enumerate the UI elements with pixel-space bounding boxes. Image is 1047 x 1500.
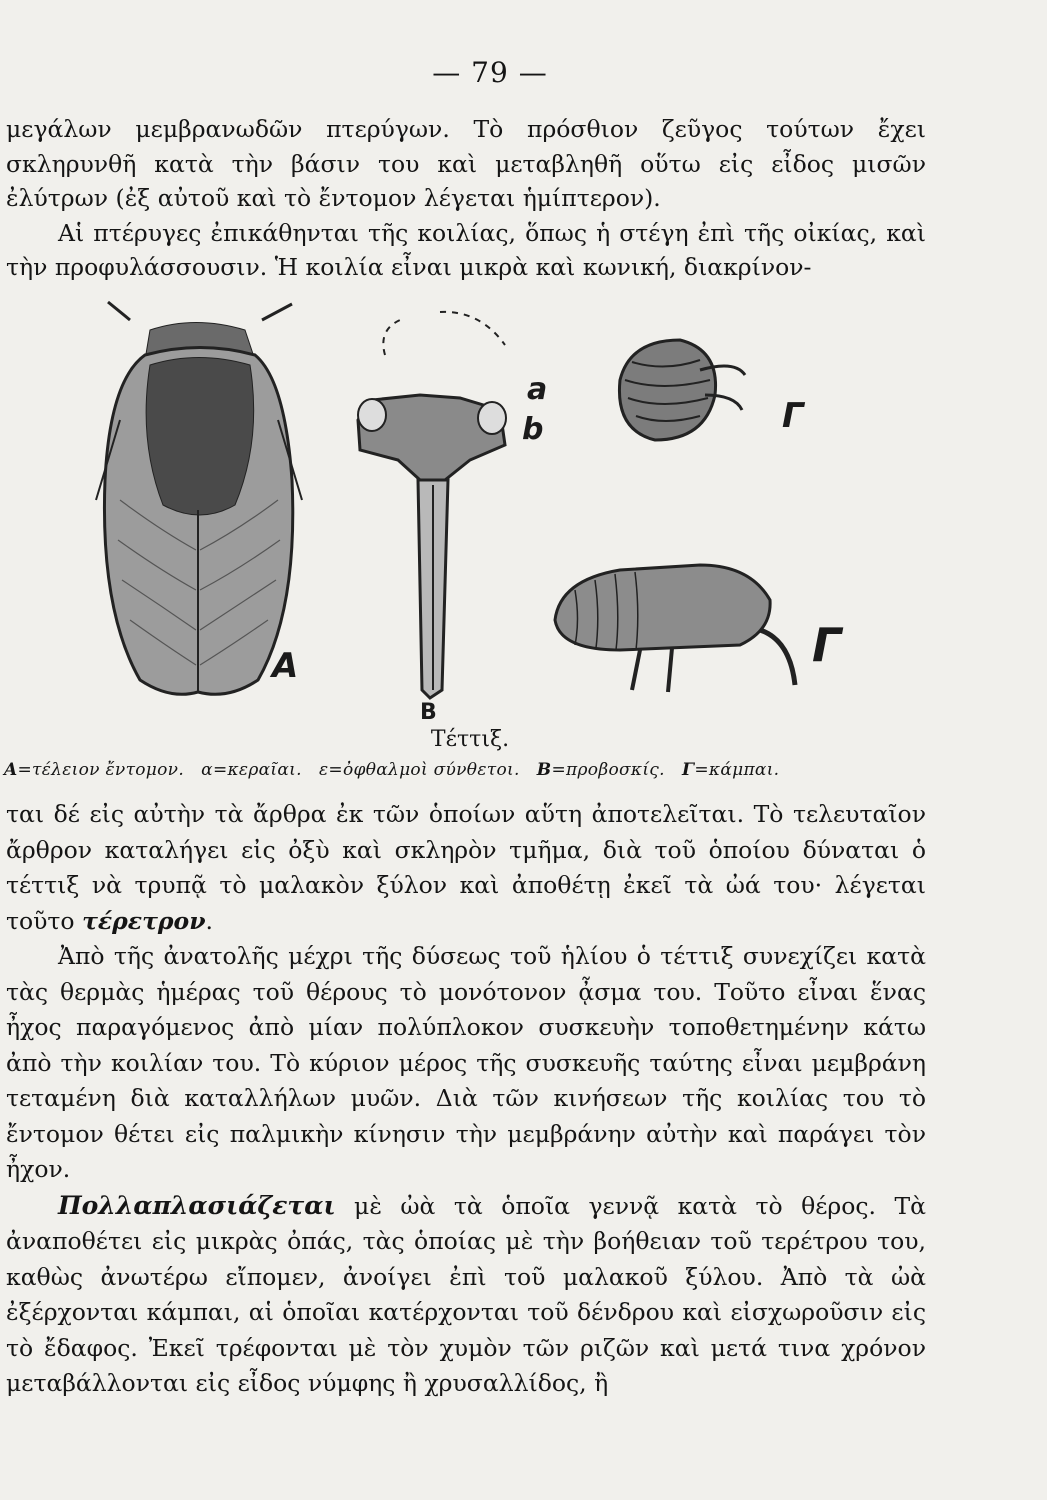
- figure-label-A: A: [272, 646, 299, 686]
- caption-text-G: =κάμπαι.: [694, 760, 780, 780]
- caption-text-A: =τέλειον ἔντομον.: [17, 760, 185, 780]
- term-teretron: τέρετρον: [82, 906, 206, 935]
- term-reproduction: Πολλαπλασιάζεται: [58, 1190, 336, 1220]
- reproduction-text: μὲ ὠὰ τὰ ὁποῖα γεννᾷ κατὰ τὸ θέρος. Τὰ ἀναποθέτει εἰς μικρὰς ὀπάς, τὰς ὁποίας μὲ τὴν βοήθειαν τοῦ τερέτρου του, καθὼς ἀνωτέρω εἴπομεν, ἀνοίγει ἐπὶ τοῦ μαλακοῦ ξύλου. Ἀπὸ τὰ ὠὰ ἐξέρχονται κάμπαι, αἱ ὁποῖαι κατέρχονται τοῦ δένδρου καὶ εἰσχωροῦσιν εἰς τὸ ἔδαφος. Ἐκεῖ τρέφονται μὲ τὸν χυμὸν τῶν ριζῶν καὶ μετά τινα χρόνον μεταβάλλονται εἰς εἶδος νύμφης ἢ χρυσαλλίδος, ἢ: [6, 1191, 926, 1397]
- ovipositor-text-end: .: [205, 906, 213, 935]
- adult-cicada-illustration: [96, 302, 302, 694]
- caption-key-a: α: [201, 760, 213, 780]
- proboscis-illustration: [358, 312, 506, 698]
- caption-text-a: =κεραῖαι.: [212, 760, 302, 780]
- nymph-illustration-lower: [555, 565, 795, 692]
- caption-key-B: B: [536, 760, 552, 780]
- text-block-top: [6, 112, 926, 285]
- paragraph-wings: μεγάλων μεμβρανωδῶν πτερύγων. Τὸ πρόσθιον ζεῦγος τούτων ἔχει σκληρυνθῆ κατὰ τὴν βάσιν του καὶ μεταβληθῆ οὕτω εἰς εἶδος μισῶν ἐλύτρων (ἐξ αὐτοῦ καὶ τὸ ἔντομον λέγεται ἡμίπτερον).: [6, 115, 926, 213]
- figure-label-b: b: [522, 412, 544, 447]
- figure-label-gamma-lower: Γ: [812, 618, 842, 672]
- caption-text-e: =ὀφθαλμοὶ σύνθετοι.: [328, 760, 520, 780]
- caption-text-B: =προβοσκίς.: [551, 760, 665, 780]
- figure-label-a: a: [527, 372, 548, 407]
- caption-key-e: ε: [318, 760, 329, 780]
- paragraph-ovipositor: [6, 797, 926, 939]
- figure-title: Τέττιξ.: [430, 727, 510, 752]
- caption-key-A: A: [4, 760, 18, 780]
- figure-label-B: B: [420, 700, 437, 725]
- figure-caption: [4, 760, 934, 780]
- nymph-illustration-upper: [619, 340, 745, 440]
- figure-illustrations: [0, 300, 1047, 760]
- figure-label-gamma-upper: Γ: [782, 396, 804, 436]
- caption-key-G: Γ: [681, 760, 695, 780]
- text-block-bottom: [6, 797, 926, 1402]
- paragraph-abdomen: Αἱ πτέρυγες ἐπικάθηνται τῆς κοιλίας, ὅπως ἡ στέγη ἐπὶ τῆς οἰκίας, καὶ τὴν προφυλάσσουσιν. Ἡ κοιλία εἶναι μικρὰ καὶ κωνική, διακρίνον-: [6, 218, 926, 282]
- cicada-figure: [0, 300, 1047, 800]
- ovipositor-text: ται δέ εἰς αὐτὴν τὰ ἄρθρα ἐκ τῶν ὁποίων αὕτη ἀποτελεῖται. Τὸ τελευταῖον ἄρθρον καταλήγει εἰς ὀξὺ καὶ σκληρὸν τμῆμα, διὰ τοῦ ὁποίου δύναται ὁ τέττιξ νὰ τρυπᾷ τὸ μαλακὸν ξύλον καὶ ἀποθέτῃ ἐκεῖ τὰ ὠά του· λέγεται τοῦτο: [6, 800, 926, 935]
- page-number: — 79 —: [432, 56, 548, 89]
- paragraph-reproduction: [6, 1188, 926, 1402]
- paragraph-song: Ἀπὸ τῆς ἀνατολῆς μέχρι τῆς δύσεως τοῦ ἡλίου ὁ τέττιξ συνεχίζει κατὰ τὰς θερμὰς ἡμέρας τοῦ θέρους τὸ μονότονον ᾆσμα του. Τοῦτο εἶναι ἕνας ἦχος παραγόμενος ἀπὸ μίαν πολύπλοκον συσκευὴν τοποθετημένην κάτω ἀπὸ τὴν κοιλίαν του. Τὸ κύριον μέρος τῆς συσκευῆς ταύτης εἶναι μεμβράνη τεταμένη διὰ καταλλήλων μυῶν. Διὰ τῶν κινήσεων τῆς κοιλίας του τὸ ἔντομον θέτει εἰς παλμικὴν κίνησιν τὴν μεμβράνην αὐτὴν καὶ παράγει τὸν ἦχον.: [6, 942, 926, 1183]
